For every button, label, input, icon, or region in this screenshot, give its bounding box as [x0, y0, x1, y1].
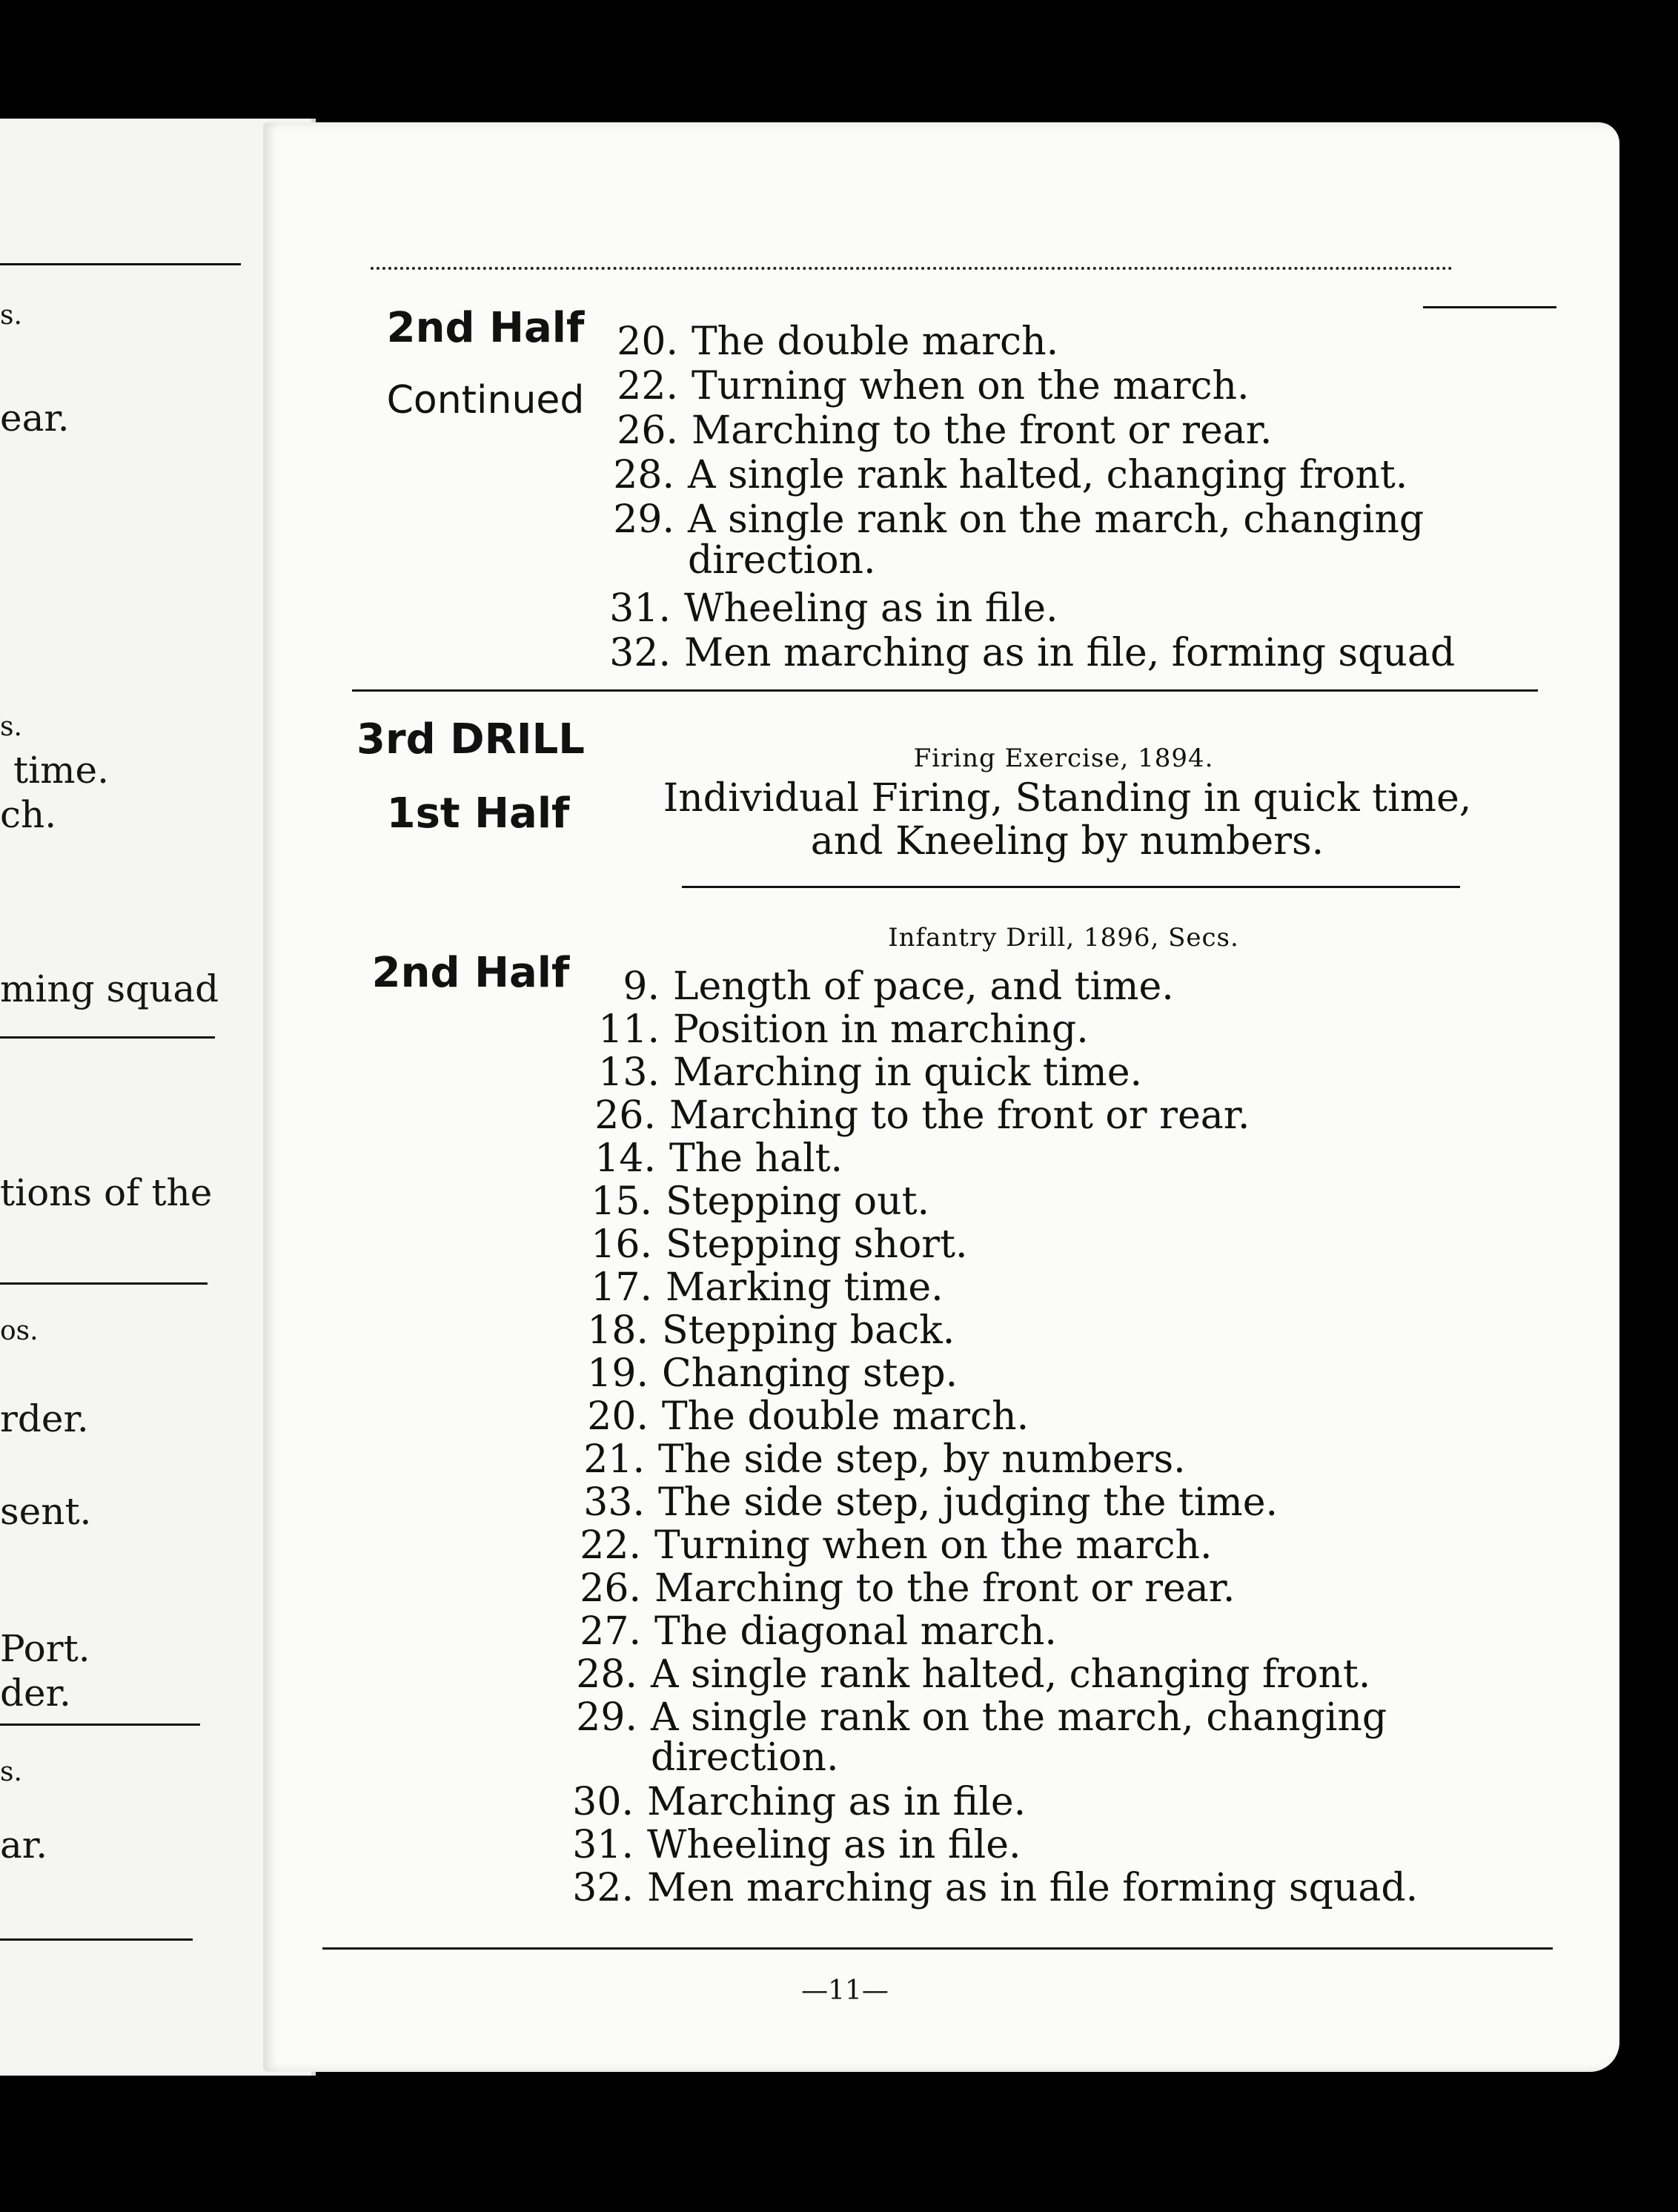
item-text: Marching as in file.	[647, 1780, 1027, 1824]
item-number: 19.	[587, 1351, 649, 1396]
item-text: Men marching as in file forming squad.	[647, 1866, 1419, 1910]
list-item	[567, 1394, 1029, 1439]
firing-exercise-caption: Firing Exercise, 1894.	[913, 744, 1214, 773]
list-item	[567, 1351, 958, 1396]
subsection-divider	[682, 886, 1460, 888]
item-number: 17.	[591, 1265, 652, 1310]
left-rule	[0, 1723, 200, 1726]
book-page	[263, 122, 1619, 2072]
item-text: The double march.	[692, 319, 1059, 364]
item-number: 11.	[598, 1007, 660, 1052]
left-rule	[0, 1282, 208, 1285]
top-rule	[1423, 306, 1556, 308]
item-text: Stepping back.	[662, 1308, 955, 1353]
item-text: direction.	[651, 1735, 839, 1780]
list-item	[563, 1480, 1279, 1525]
item-number: 28.	[613, 453, 674, 497]
list-item	[578, 1007, 1089, 1052]
item-text: The halt.	[669, 1136, 843, 1181]
list-item	[571, 1265, 944, 1310]
item-number: 29.	[613, 497, 674, 542]
list-item	[552, 1780, 1027, 1824]
left-fragment: s.	[0, 1757, 22, 1787]
list-item	[571, 1179, 930, 1224]
item-text: The diagonal march.	[654, 1609, 1057, 1654]
item-number: 28.	[576, 1652, 637, 1697]
list-item	[593, 497, 1425, 542]
list-item	[574, 1136, 843, 1181]
list-item	[593, 538, 876, 583]
list-item	[560, 1523, 1213, 1568]
left-fragment: ear.	[0, 397, 70, 440]
top-dotted-rule	[371, 267, 1453, 270]
list-item	[597, 364, 1250, 408]
list-item	[560, 1566, 1236, 1611]
item-number: 20.	[587, 1394, 649, 1439]
left-fragment: sent.	[0, 1490, 92, 1533]
item-text: Length of pace, and time.	[673, 964, 1174, 1009]
left-fragment: s.	[0, 300, 22, 331]
item-number: 32.	[572, 1866, 634, 1910]
list-item	[593, 453, 1408, 497]
item-number: 22.	[580, 1523, 641, 1568]
item-number: 15.	[591, 1179, 652, 1224]
left-fragment: os.	[0, 1316, 39, 1346]
item-text: The side step, by numbers.	[658, 1437, 1186, 1482]
item-text: Men marching as in file, forming squad	[684, 631, 1456, 675]
item-text: Wheeling as in file.	[647, 1823, 1021, 1867]
left-rule	[0, 1036, 215, 1039]
list-item	[597, 319, 1059, 364]
item-text: A single rank on the march, changing	[651, 1695, 1387, 1740]
item-number: 29.	[576, 1695, 637, 1740]
section-sublabel-continued: Continued	[386, 378, 585, 423]
item-number: 14.	[594, 1136, 656, 1181]
item-text: The side step, judging the time.	[658, 1480, 1279, 1525]
left-fragment: Port.	[0, 1627, 90, 1670]
item-number: 18.	[587, 1308, 649, 1353]
item-text: Marching to the front or rear.	[654, 1566, 1236, 1611]
item-number: 30.	[572, 1780, 634, 1824]
item-number: 21.	[583, 1437, 645, 1482]
left-fragment: der.	[0, 1672, 71, 1715]
left-rule	[0, 263, 241, 265]
item-text: Turning when on the march.	[692, 364, 1250, 408]
bottom-divider	[322, 1947, 1553, 1950]
item-text: Wheeling as in file.	[684, 586, 1058, 631]
section-label-2nd-half: 2nd Half	[386, 304, 585, 352]
item-text: A single rank on the march, changing	[688, 497, 1425, 542]
item-text: Marching to the front or rear.	[692, 408, 1273, 453]
list-item	[556, 1652, 1371, 1697]
list-item	[578, 964, 1174, 1009]
item-text: A single rank halted, changing front.	[688, 453, 1408, 497]
item-number: 20.	[617, 319, 678, 364]
list-item	[563, 1437, 1186, 1482]
list-item	[552, 1823, 1021, 1867]
item-text: The double march.	[662, 1394, 1029, 1439]
list-item	[589, 586, 1058, 631]
left-fragment: tions of the	[0, 1171, 213, 1214]
item-number: 27.	[580, 1609, 641, 1654]
left-fragment: s.	[0, 712, 22, 742]
left-rule	[0, 1938, 193, 1941]
item-text: Marching to the front or rear.	[669, 1093, 1250, 1138]
item-number: 16.	[591, 1222, 652, 1267]
item-text: Stepping short.	[666, 1222, 968, 1267]
list-item	[560, 1609, 1057, 1654]
list-item	[574, 1093, 1250, 1138]
item-number: 22.	[617, 364, 678, 408]
list-item	[571, 1222, 968, 1267]
item-text: Turning when on the march.	[654, 1523, 1213, 1568]
left-fragment: ming squad	[0, 967, 219, 1010]
item-number: 26.	[594, 1093, 656, 1138]
item-text: Marching in quick time.	[673, 1050, 1143, 1095]
item-number: 13.	[598, 1050, 660, 1095]
list-item	[556, 1735, 839, 1780]
section-divider	[352, 689, 1538, 692]
item-text: direction.	[688, 538, 876, 583]
item-number: 9.	[623, 964, 660, 1009]
left-fragment: time.	[13, 749, 109, 792]
page-number: —11—	[801, 1976, 889, 2006]
item-number: 32.	[609, 631, 671, 675]
item-text: Position in marching.	[673, 1007, 1089, 1052]
section-label-3rd-drill: 3rd DRILL	[357, 715, 585, 764]
item-text: A single rank halted, changing front.	[651, 1652, 1371, 1697]
list-item	[578, 1050, 1143, 1095]
item-number: 31.	[609, 586, 671, 631]
individual-firing-text: Individual Firing, Standing in quick time, and Kneeling by numbers.	[663, 776, 1472, 864]
section-label-1st-half: 1st Half	[386, 789, 570, 838]
item-number: 26.	[617, 408, 678, 453]
item-text: Changing step.	[662, 1351, 958, 1396]
list-item	[597, 408, 1273, 453]
item-text: Marking time.	[666, 1265, 944, 1310]
left-fragment: rder.	[0, 1397, 89, 1440]
section-label-2nd-half: 2nd Half	[371, 949, 570, 997]
item-text: Stepping out.	[666, 1179, 930, 1224]
infantry-drill-caption: Infantry Drill, 1896, Secs.	[888, 923, 1239, 953]
item-number: 31.	[572, 1823, 634, 1867]
list-item	[556, 1695, 1387, 1740]
item-number: 33.	[583, 1480, 645, 1525]
item-number: 26.	[580, 1566, 641, 1611]
list-item	[589, 631, 1456, 675]
list-item	[552, 1866, 1419, 1910]
list-item	[567, 1308, 955, 1353]
left-fragment: ar.	[0, 1824, 48, 1867]
left-fragment: ch.	[0, 793, 57, 836]
